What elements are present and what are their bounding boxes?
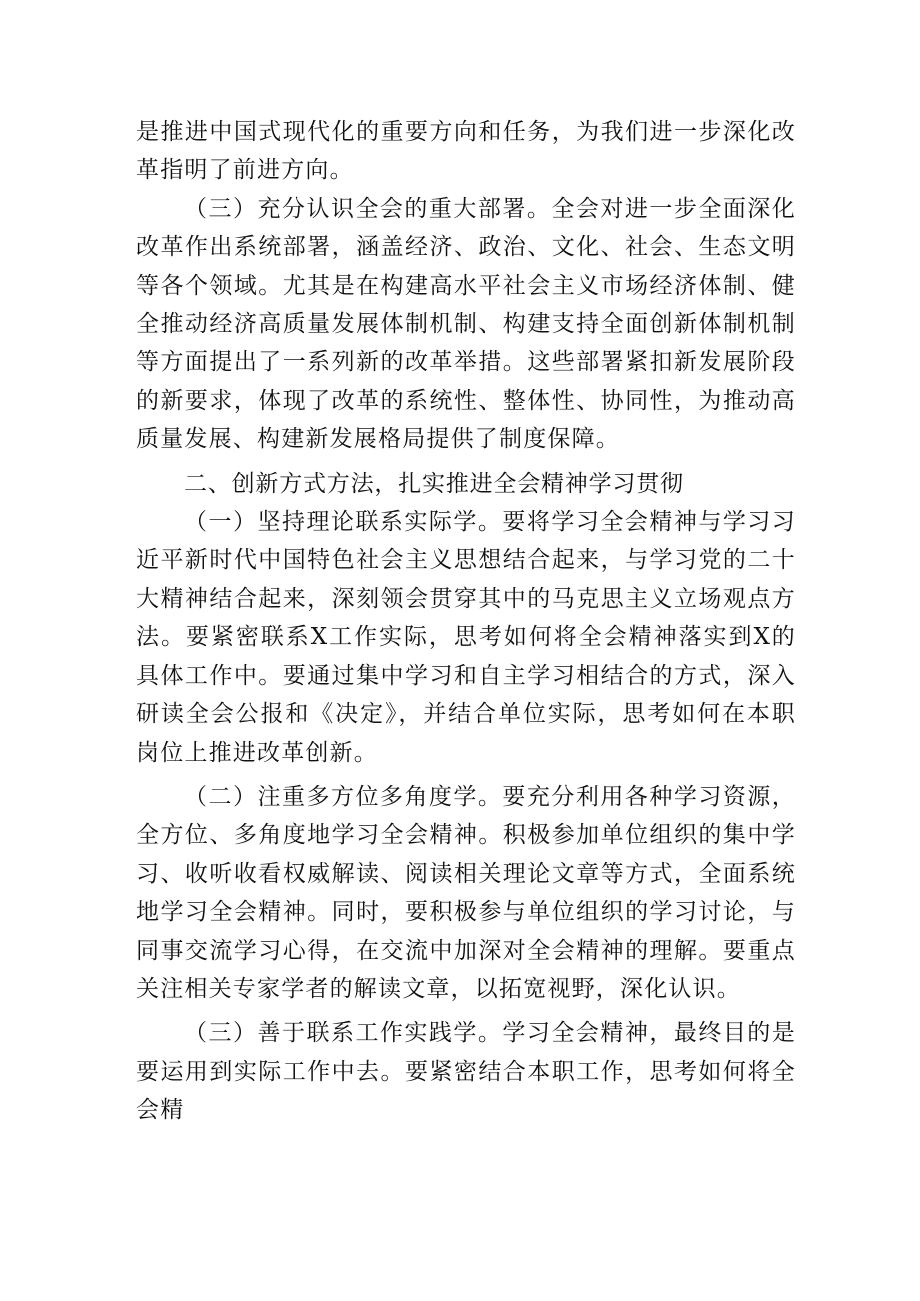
paragraph-theory-practice: （一）坚持理论联系实际学。要将学习全会精神与学习习近平新时代中国特色社会主义思想结合起来，与学习党的二十大精神结合起来，深刻领会贯穿其中的马克思主义立场观点方法。要紧密联系X工作实际，思考如何将全会精神落实到X的具体工作中。要通过集中学习和自主学习相结合的方式，深入研读全会公报和《决定》，并结合单位实际，思考如何在本职岗位上推进改革创新。 bbox=[136, 509, 796, 766]
paragraph-opening-continuation: 是推进中国式现代化的重要方向和任务，为我们进一步深化改革指明了前进方向。 bbox=[136, 119, 796, 184]
document-body bbox=[136, 113, 796, 1130]
section-heading-two: 二、创新方式方法，扎实推进全会精神学习贯彻 bbox=[184, 470, 684, 497]
paragraph-understand-deployment: （三）充分认识全会的重大部署。全会对进一步全面深化改革作出系统部署，涵盖经济、政治、文化、社会、生态文明等各个领域。尤其是在构建高水平社会主义市场经济体制、健全推动经济高质量发展体制机制、构建支持全面创新体制机制等方面提出了一系列新的改革举措。这些部署紧扣新发展阶段的新要求，体现了改革的系统性、整体性、协同性，为推动高质量发展、构建新发展格局提供了制度保障。 bbox=[136, 195, 796, 453]
paragraph-multi-angle: （二）注重多方位多角度学。要充分利用各种学习资源，全方位、多角度地学习全会精神。积极参加单位组织的集中学习、收听收看权威解读、阅读相关理论文章等方式，全面系统地学习全会精神。同时，要积极参与单位组织的学习讨论，与同事交流学习心得，在交流中加深对全会精神的理解。要重点关注相关专家学者的解读文章，以拓宽视野，深化认识。 bbox=[136, 783, 796, 1002]
paragraph-work-practice: （三）善于联系工作实践学。学习全会精神，最终目的是要运用到实际工作中去。要紧密结合本职工作，思考如何将全会精 bbox=[136, 1020, 796, 1124]
